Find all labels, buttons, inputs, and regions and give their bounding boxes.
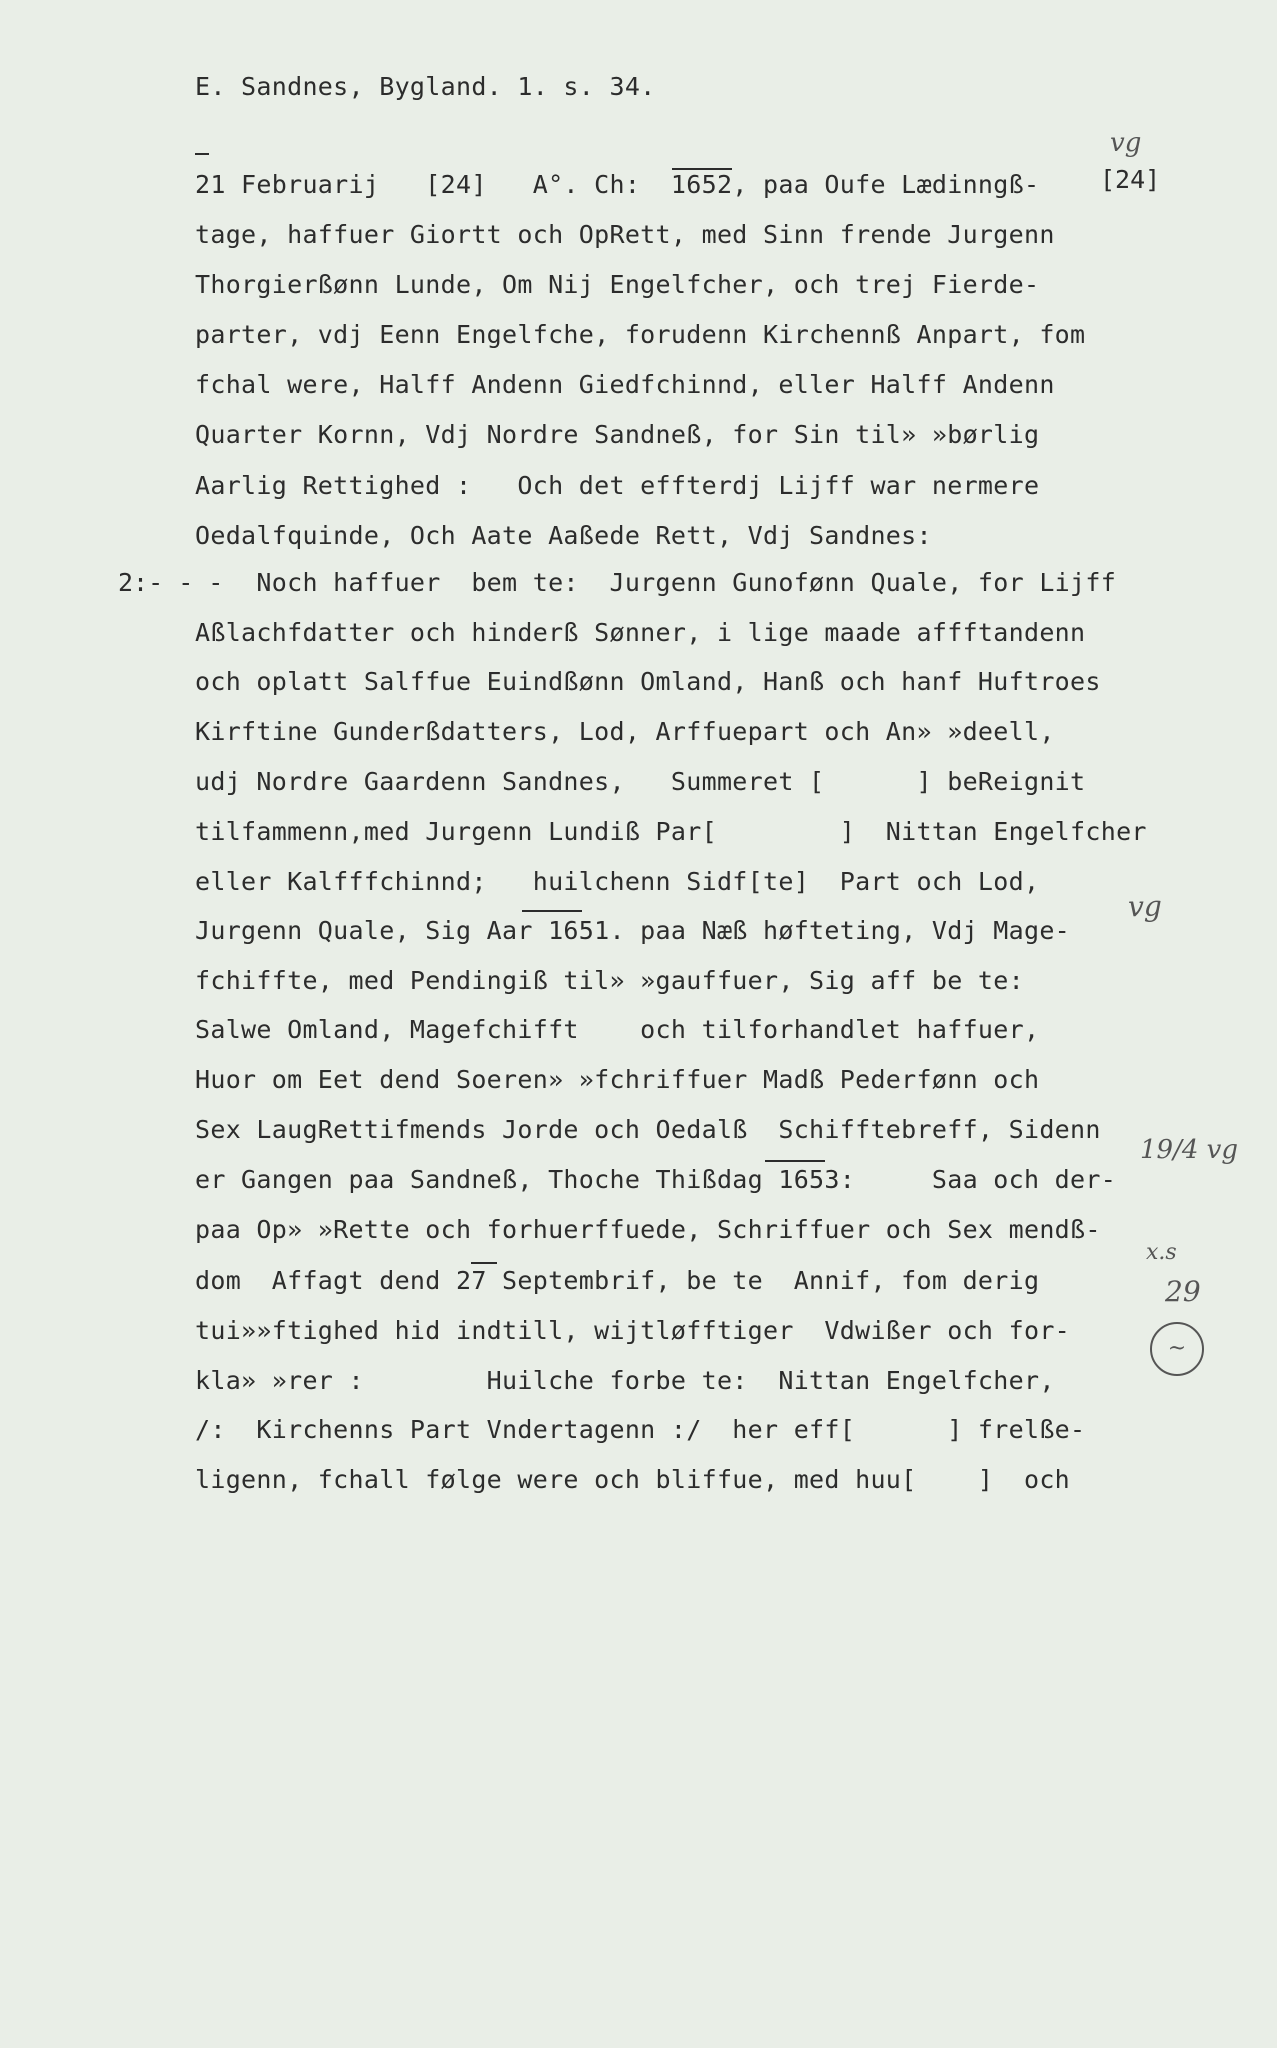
text-line: och oplatt Salffue Euindßønn Omland, Hanß och hanf Huftroes (195, 667, 1101, 696)
text-line: /: Kirchenns Part Vndertagenn :/ her eff[ ] frelße- (195, 1415, 1086, 1444)
handwritten-note-2: vg (1128, 890, 1162, 923)
document-reference: E. Sandnes, Bygland. 1. s. 34. (195, 72, 656, 101)
handwritten-note-3: 19/4 vg (1140, 1135, 1238, 1165)
text-line: Thorgierßønn Lunde, Om Nij Engelfcher, och trej Fierde- (195, 270, 1040, 299)
handwritten-note-4: x.s (1146, 1240, 1177, 1265)
overline-year-1651 (522, 910, 582, 912)
text-line: tilfammenn,med Jurgenn Lundiß Par[ ] Nittan Engelfcher (195, 817, 1147, 846)
overline-mark (195, 153, 209, 155)
text-line: eller Kalfffchinnd; huilchenn Sidf[te] Part och Lod, (195, 867, 1040, 896)
margin-line-marker: 2:- - - (118, 568, 224, 597)
text-line: Salwe Omland, Magefchifft och tilforhandlet haffuer, (195, 1015, 1040, 1044)
text-line: Aßlachfdatter och hinderß Sønner, i lige maade affftandenn (195, 618, 1086, 647)
text-line: tage, haffuer Giortt och OpRett, med Sinn frende Jurgenn (195, 220, 1055, 249)
text-line: fchiffte, med Pendingiß til» »gauffuer, Sig aff be te: (195, 966, 1024, 995)
handwritten-circle-note: ~ (1150, 1322, 1204, 1376)
text-line: fchal were, Halff Andenn Giedfchinnd, eller Halff Andenn (195, 370, 1055, 399)
text-line: Aarlig Rettighed : Och det effterdj Lijff war nermere (195, 471, 1040, 500)
text-line: Sex LaugRettifmends Jorde och Oedalß Schifftebreff, Sidenn (195, 1115, 1101, 1144)
text-line: Jurgenn Quale, Sig Aar 1651. paa Næß høfteting, Vdj Mage- (195, 916, 1071, 945)
overline-date-27 (471, 1262, 497, 1264)
text-line: tui»»ftighed hid indtill, wijtløfftiger Vdwißer och for- (195, 1316, 1071, 1345)
text-line: 21 Februarij [24] A°. Ch: 1652, paa Oufe Lædinngß- (195, 170, 1040, 199)
text-line: Huor om Eet dend Soeren» »fchriffuer Madß Pederfønn och (195, 1065, 1040, 1094)
text-line: udj Nordre Gaardenn Sandnes, Summeret [ ] beReignit (195, 767, 1086, 796)
text-line: parter, vdj Eenn Engelfche, forudenn Kirchennß Anpart, fom (195, 320, 1086, 349)
overline-year-1653 (765, 1160, 825, 1162)
handwritten-note-5: 29 (1165, 1275, 1201, 1308)
text-line: kla» »rer : Huilche forbe te: Nittan Engelfcher, (195, 1366, 1055, 1395)
text-line: er Gangen paa Sandneß, Thoche Thißdag 1653: Saa och der- (195, 1165, 1117, 1194)
text-line: Kirftine Gunderßdatters, Lod, Arffuepart och An» »deell, (195, 717, 1055, 746)
handwritten-note-1: vg (1110, 128, 1142, 158)
margin-bracket-number: [24] (1100, 165, 1161, 194)
text-line: ligenn, fchall følge were och bliffue, med huu[ ] och (195, 1465, 1071, 1494)
text-line: dom Affagt dend 27 Septembrif, be te Annif, fom derig (195, 1266, 1040, 1295)
text-line: paa Op» »Rette och forhuerffuede, Schriffuer och Sex mendß- (195, 1215, 1101, 1244)
text-line: Quarter Kornn, Vdj Nordre Sandneß, for Sin til» »børlig (195, 420, 1040, 449)
text-line: Noch haffuer bem te: Jurgenn Gunofønn Quale, for Lijff (195, 568, 1117, 597)
text-line: Oedalfquinde, Och Aate Aaßede Rett, Vdj Sandnes: (195, 521, 932, 550)
